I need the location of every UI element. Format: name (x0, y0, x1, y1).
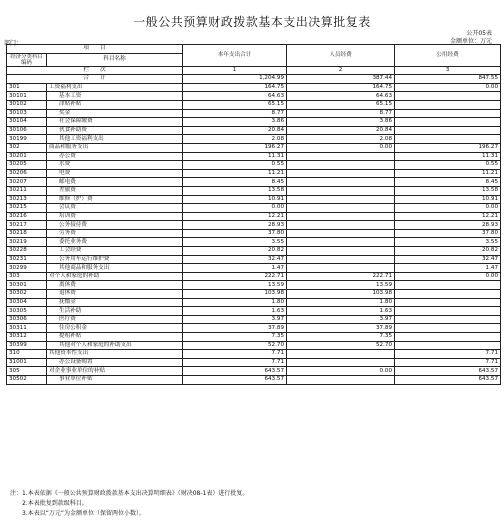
row-name: 抚恤金 (47, 298, 183, 307)
row-public (395, 92, 501, 101)
row-total: 20.84 (183, 126, 287, 135)
department-label: 部门： (4, 40, 23, 47)
row-code: 30215 (7, 204, 47, 213)
row-total: 643.57 (183, 367, 287, 376)
row-name: 邮电费 (47, 178, 183, 187)
row-code: 305 (7, 367, 47, 376)
row-personnel: 3.97 (287, 315, 395, 324)
table-row (7, 333, 501, 342)
personnel-column-header: 人员经费 (287, 45, 395, 67)
project-header: 项 目 (7, 45, 183, 54)
table-row (7, 298, 501, 307)
public-column-header: 公用经费 (395, 45, 501, 67)
row-total: 222.71 (183, 272, 287, 281)
row-total: 11.21 (183, 169, 287, 178)
row-code: 30207 (7, 178, 47, 187)
row-public: 7.71 (395, 350, 501, 359)
row-personnel: 103.98 (287, 290, 395, 299)
table-row (7, 264, 501, 273)
row-public (395, 290, 501, 299)
table-row (7, 204, 501, 213)
row-code: 30306 (7, 315, 47, 324)
row-total: 1.63 (183, 307, 287, 316)
row-personnel: 7.35 (287, 333, 395, 342)
row-code: 30304 (7, 298, 47, 307)
row-public (395, 341, 501, 350)
unit-label: 金额单位：万元 (449, 38, 492, 45)
row-public: 0.00 (395, 272, 501, 281)
row-name: 对企业事业单位的补贴 (47, 367, 183, 376)
row-personnel (287, 247, 395, 256)
row-personnel: 222.71 (287, 272, 395, 281)
row-name: 电费 (47, 169, 183, 178)
row-code: 30311 (7, 324, 47, 333)
row-total: 643.57 (183, 375, 287, 384)
table-row (7, 341, 501, 350)
row-total: 1.47 (183, 264, 287, 273)
table-row (7, 324, 501, 333)
row-public (395, 135, 501, 144)
row-code: 30211 (7, 186, 47, 195)
row-personnel (287, 178, 395, 187)
row-public: 196.27 (395, 143, 501, 152)
row-personnel (287, 264, 395, 273)
row-personnel (287, 358, 395, 367)
row-public (395, 281, 501, 290)
row-total: 103.98 (183, 290, 287, 299)
table-row (7, 152, 501, 161)
row-name: 提租补贴 (47, 333, 183, 342)
row-total: 1.80 (183, 298, 287, 307)
row-total: 32.47 (183, 255, 287, 264)
row-name: 其他工资福利支出 (47, 135, 183, 144)
row-personnel (287, 350, 395, 359)
row-code: 30205 (7, 161, 47, 170)
row-name: 劳务费 (47, 229, 183, 238)
col-number: 1 (183, 66, 287, 75)
table-row (7, 358, 501, 367)
form-number: 公开05表 (466, 30, 492, 37)
table-row (7, 221, 501, 230)
row-personnel: 164.75 (287, 83, 395, 92)
row-personnel: 2.08 (287, 135, 395, 144)
row-code: 310 (7, 350, 47, 359)
row-code: 30104 (7, 118, 47, 127)
row-public: 643.57 (395, 375, 501, 384)
row-code: 30101 (7, 92, 47, 101)
row-public: 28.93 (395, 221, 501, 230)
row-personnel: 8.77 (287, 109, 395, 118)
row-name: 差旅费 (47, 186, 183, 195)
total-value: 847.55 (395, 75, 501, 84)
row-name: 津贴补贴 (47, 100, 183, 109)
row-total: 0.00 (183, 204, 287, 213)
table-row (7, 272, 501, 281)
row-name: 公务接待费 (47, 221, 183, 230)
table-row (7, 92, 501, 101)
row-name: 工会经费 (47, 247, 183, 256)
row-personnel: 3.86 (287, 118, 395, 127)
row-name: 社会保障缴费 (47, 118, 183, 127)
row-personnel (287, 238, 395, 247)
row-public: 8.45 (395, 178, 501, 187)
row-code: 303 (7, 272, 47, 281)
row-total: 37.80 (183, 229, 287, 238)
col-number: 3 (395, 66, 501, 75)
row-public: 0.00 (395, 83, 501, 92)
row-public: 7.71 (395, 358, 501, 367)
row-code: 31001 (7, 358, 47, 367)
row-name: 会议费 (47, 204, 183, 213)
row-code: 30213 (7, 195, 47, 204)
row-personnel (287, 212, 395, 221)
table-row (7, 195, 501, 204)
row-public (395, 118, 501, 127)
row-total: 7.71 (183, 358, 287, 367)
row-public: 32.47 (395, 255, 501, 264)
row-total: 2.08 (183, 135, 287, 144)
row-total: 3.86 (183, 118, 287, 127)
row-name: 医疗费 (47, 315, 183, 324)
row-personnel (287, 229, 395, 238)
row-public (395, 307, 501, 316)
table-row (7, 178, 501, 187)
row-name: 事业单位补贴 (47, 375, 183, 384)
row-public: 0.00 (395, 204, 501, 213)
row-public (395, 315, 501, 324)
row-total: 8.77 (183, 109, 287, 118)
row-total: 37.89 (183, 324, 287, 333)
row-public: 12.21 (395, 212, 501, 221)
row-personnel (287, 255, 395, 264)
row-name: 其他资本性支出 (47, 350, 183, 359)
row-personnel: 64.63 (287, 92, 395, 101)
row-name: 退休费 (47, 290, 183, 299)
row-total: 3.97 (183, 315, 287, 324)
row-code: 30217 (7, 221, 47, 230)
column-number-row (7, 66, 501, 75)
table-row (7, 367, 501, 376)
row-personnel: 37.89 (287, 324, 395, 333)
row-personnel (287, 169, 395, 178)
row-code: 30103 (7, 109, 47, 118)
table-row (7, 135, 501, 144)
row-total: 0.55 (183, 161, 287, 170)
total-column-header: 本年支出合计 (183, 45, 287, 67)
row-name: 办公设备购置 (47, 358, 183, 367)
row-personnel: 52.70 (287, 341, 395, 350)
row-personnel: 0.00 (287, 143, 395, 152)
row-code: 30218 (7, 229, 47, 238)
row-code: 30106 (7, 126, 47, 135)
row-total: 10.91 (183, 195, 287, 204)
budget-table (6, 44, 501, 385)
total-value: 1,204.99 (183, 75, 287, 84)
row-name: 公务用车运行维护费 (47, 255, 183, 264)
row-name: 基本工资 (47, 92, 183, 101)
row-personnel: 65.15 (287, 100, 395, 109)
row-code: 302 (7, 143, 47, 152)
table-row (7, 247, 501, 256)
row-public (395, 298, 501, 307)
row-public: 10.91 (395, 195, 501, 204)
row-name: 培训费 (47, 212, 183, 221)
row-code: 30305 (7, 307, 47, 316)
table-row (7, 118, 501, 127)
row-name: 对个人和家庭的补助 (47, 272, 183, 281)
footnote: 3.本表以“万元”为金额单位（保留两位小数）。 (10, 510, 145, 517)
row-name: 住房公积金 (47, 324, 183, 333)
row-total: 65.15 (183, 100, 287, 109)
row-total: 13.58 (183, 186, 287, 195)
total-row (7, 75, 501, 84)
row-public: 11.21 (395, 169, 501, 178)
row-name: 办公费 (47, 152, 183, 161)
table-row (7, 350, 501, 359)
table-row (7, 169, 501, 178)
table-row (7, 255, 501, 264)
table-row (7, 229, 501, 238)
row-total: 11.31 (183, 152, 287, 161)
name-column-header: 科目名称 (47, 53, 183, 66)
row-personnel (287, 375, 395, 384)
row-public: 13.58 (395, 186, 501, 195)
row-code: 30502 (7, 375, 47, 384)
row-public (395, 126, 501, 135)
total-value: 387.44 (287, 75, 395, 84)
header-row (7, 45, 501, 54)
row-code: 30399 (7, 341, 47, 350)
row-total: 52.70 (183, 341, 287, 350)
row-total: 64.63 (183, 92, 287, 101)
row-personnel: 1.63 (287, 307, 395, 316)
row-code: 30231 (7, 255, 47, 264)
row-code: 30219 (7, 238, 47, 247)
table-row (7, 281, 501, 290)
row-name: 其他对个人和家庭的补助支出 (47, 341, 183, 350)
table-row (7, 126, 501, 135)
row-name: 其他商品和服务支出 (47, 264, 183, 273)
row-code: 30228 (7, 247, 47, 256)
row-code: 30312 (7, 333, 47, 342)
row-code: 30299 (7, 264, 47, 273)
footnotes (10, 489, 248, 519)
row-total: 7.35 (183, 333, 287, 342)
table-row (7, 143, 501, 152)
row-total: 28.93 (183, 221, 287, 230)
table-row (7, 186, 501, 195)
row-code: 30301 (7, 281, 47, 290)
row-name: 商品和服务支出 (47, 143, 183, 152)
table-row (7, 161, 501, 170)
row-total: 3.55 (183, 238, 287, 247)
row-name: 工资福利支出 (47, 83, 183, 92)
row-code: 30216 (7, 212, 47, 221)
row-personnel (287, 221, 395, 230)
row-total: 164.75 (183, 83, 287, 92)
row-code: 301 (7, 83, 47, 92)
row-personnel (287, 152, 395, 161)
row-personnel (287, 195, 395, 204)
row-name: 生活补助 (47, 307, 183, 316)
row-public: 37.80 (395, 229, 501, 238)
row-label-cell: 栏 次 (7, 66, 183, 75)
row-name: 奖金 (47, 109, 183, 118)
row-total: 20.82 (183, 247, 287, 256)
footnote: 2.本表批复到款级科目。 (10, 500, 88, 507)
row-public: 1.47 (395, 264, 501, 273)
table-row (7, 109, 501, 118)
col-number: 2 (287, 66, 395, 75)
row-code: 30302 (7, 290, 47, 299)
table-row (7, 238, 501, 247)
row-code: 30201 (7, 152, 47, 161)
table-row (7, 375, 501, 384)
row-public: 11.31 (395, 152, 501, 161)
row-code: 30102 (7, 100, 47, 109)
row-total: 7.71 (183, 350, 287, 359)
row-public (395, 324, 501, 333)
row-name: 维修（护）费 (47, 195, 183, 204)
row-public (395, 333, 501, 342)
row-total: 12.21 (183, 212, 287, 221)
table-row (7, 307, 501, 316)
page-title: 一般公共预算财政拨款基本支出决算批复表 (133, 15, 371, 29)
row-public: 20.82 (395, 247, 501, 256)
row-personnel (287, 204, 395, 213)
row-public (395, 109, 501, 118)
row-code: 30199 (7, 135, 47, 144)
row-personnel: 0.00 (287, 367, 395, 376)
row-personnel (287, 161, 395, 170)
table-row (7, 83, 501, 92)
row-personnel: 20.84 (287, 126, 395, 135)
row-personnel: 1.80 (287, 298, 395, 307)
row-public: 3.55 (395, 238, 501, 247)
row-name: 伙食补助费 (47, 126, 183, 135)
table-row (7, 315, 501, 324)
table-row (7, 290, 501, 299)
row-code: 30206 (7, 169, 47, 178)
table-row (7, 100, 501, 109)
row-personnel (287, 186, 395, 195)
total-label: 合 计 (7, 75, 183, 84)
row-total: 8.45 (183, 178, 287, 187)
row-name: 离休费 (47, 281, 183, 290)
row-public: 0.55 (395, 161, 501, 170)
row-personnel: 13.59 (287, 281, 395, 290)
table-row (7, 212, 501, 221)
row-total: 13.59 (183, 281, 287, 290)
row-name: 水费 (47, 161, 183, 170)
footnote: 注：1.本表依据《一般公共预算财政拨款基本支出决算明细表》（财决08-1表）进行批复。 (10, 490, 249, 497)
row-name: 委托业务费 (47, 238, 183, 247)
row-total: 196.27 (183, 143, 287, 152)
row-public (395, 100, 501, 109)
code-column-header: 经济分类科目编码 (7, 53, 47, 66)
row-public: 643.57 (395, 367, 501, 376)
